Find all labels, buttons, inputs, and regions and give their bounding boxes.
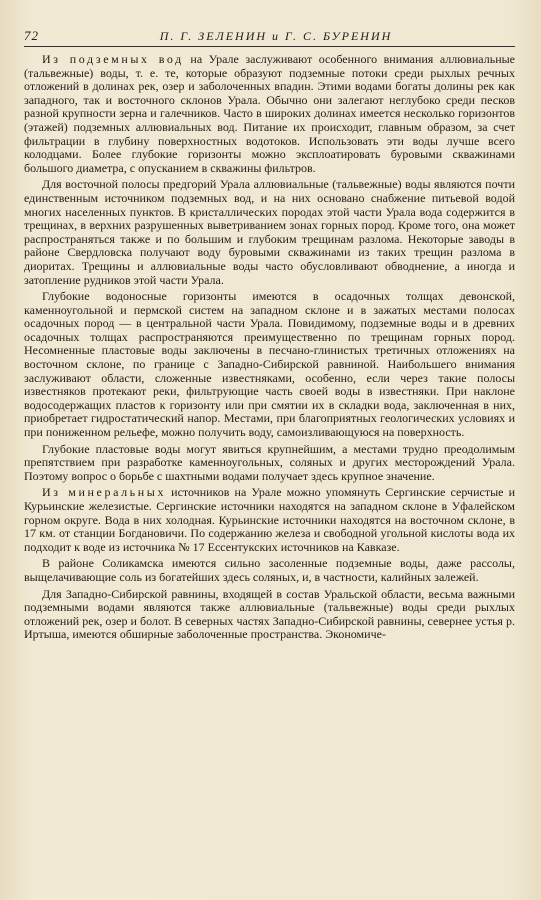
paragraph (24, 178, 515, 287)
page-header (24, 28, 515, 47)
paragraph-text: Для Западно-Сибирской равнины, входящей в состав Уральской области, весьма важными подземными водами являются также аллювиальные (тальвежные) воды среди рыхлых отложений рек, озер и болот. В северных частях Западно-Сибирской равнины, севернее устья р. Иртыша, имеются обширные заболоченные пространства. Экономиче- (24, 586, 515, 642)
body-text (24, 53, 515, 642)
paragraph-text: на Урале заслуживают особенного внимания аллювиальные (тальвежные) воды, т. е. те, которые образуют подземные потоки среди рыхлых речных отложений в долинах рек, озер и заболоченных впадин. Этими водами богаты долины рек как западного, так и восточного склонов Урала. Обычно они залегают неглубоко среди песков разной крупности зерна и галечников. Часто в широких долинах имеется несколько горизонтов (этажей) подземных аллювиальных вод. Питание их происходит, главным образом, за счет фильтрации в глубину поверхностных водотоков. Использовать эти воды лучше всего колодцами. Более глубокие горизонты можно эксплоатировать буровыми скважинами большого диаметра, с опусканием в скважины фильтров. (24, 52, 515, 175)
paragraph (24, 588, 515, 642)
paragraph-text: источников на Урале можно упомянуть Сергинские серчистые и Курьинские железистые. Сергинские источники находятся на западном склоне в Уфалейском горном округе. Вода в них холодная. Курьинские источники находятся на восточном склоне, в 17 км. от станции Богдановичи. По содержанию железа и свободной угольной кислоты вода их подходит к воде из источника № 17 Ессентукских источников на Кавказе. (24, 485, 515, 554)
page-number: 72 (24, 28, 39, 43)
paragraph-text: Глубокие водоносные горизонты имеются в осадочных толщах девонской, каменноугольной и пермской систем на западном склоне и в зажатых местами полосах осадочных пород — в центральной части Урала. Повидимому, подземные воды и в древних осадочных толщах распространяются преимущественно по трещинам горных пород. Несомненные пластовые воды заключены в песчано-глинистых третичных отложениях на восточном склоне, по границе с Западно-Сибирской равниной. Наибольшего внимания заслуживают области, сложенные известняками, особенно, если через такие полосы известняков протекают реки, фильтрующие часть своей воды в известняки. При наклоне водосодержащих пластов к горизонту или при смятии их в складки вода, заключенная в них, приобретает гидростатический напор. Местами, при благоприятных геологических условиях и при пониженном рельефе, можно получить воду, самоизливающуюся на поверхность. (24, 289, 515, 440)
paragraph (24, 486, 515, 554)
paragraph-text: Для восточной полосы предгорий Урала аллювиальные (тальвежные) воды являются почти единственным источником подземных вод, и на них основано снабжение питьевой водой многих населенных пунктов. В кристаллических породах этой части Урала вода содержится в трещинах, в верхних разрушенных выветриванием зонах горных пород. Кроме того, она может распространяться также и по большим и глубоким трещинам разлома. Некоторые заводы в районе Свердловска получают воду буровыми скважинами из таких трещин разлома в диоритах. Трещины и аллювиальные воды часто обусловливают обводнение, а иногда и затопление рудников этой части Урала. (24, 177, 515, 287)
paragraph-lead: Из подземных вод (42, 52, 184, 66)
paragraph-lead: Из минеральных (42, 485, 167, 500)
paragraph (24, 557, 515, 584)
running-head: П. Г. ЗЕЛЕНИН и Г. С. БУРЕНИН (159, 29, 393, 43)
paragraph (24, 290, 515, 440)
paragraph-text: В районе Соликамска имеются сильно засоленные подземные воды, даже рассолы, выщелачивающие соль из богатейших здесь соляных, и, в частности, калийных залежей. (24, 556, 515, 584)
paragraph (24, 53, 515, 175)
paragraph-text: Глубокие пластовые воды могут явиться крупнейшим, а местами трудно преодолимым препятствием при разработке каменноугольных, соляных и других месторождений Урала. Поэтому вопрос о борьбе с шахтными водами получает здесь крупное значение. (24, 441, 515, 483)
paragraph (24, 443, 515, 484)
